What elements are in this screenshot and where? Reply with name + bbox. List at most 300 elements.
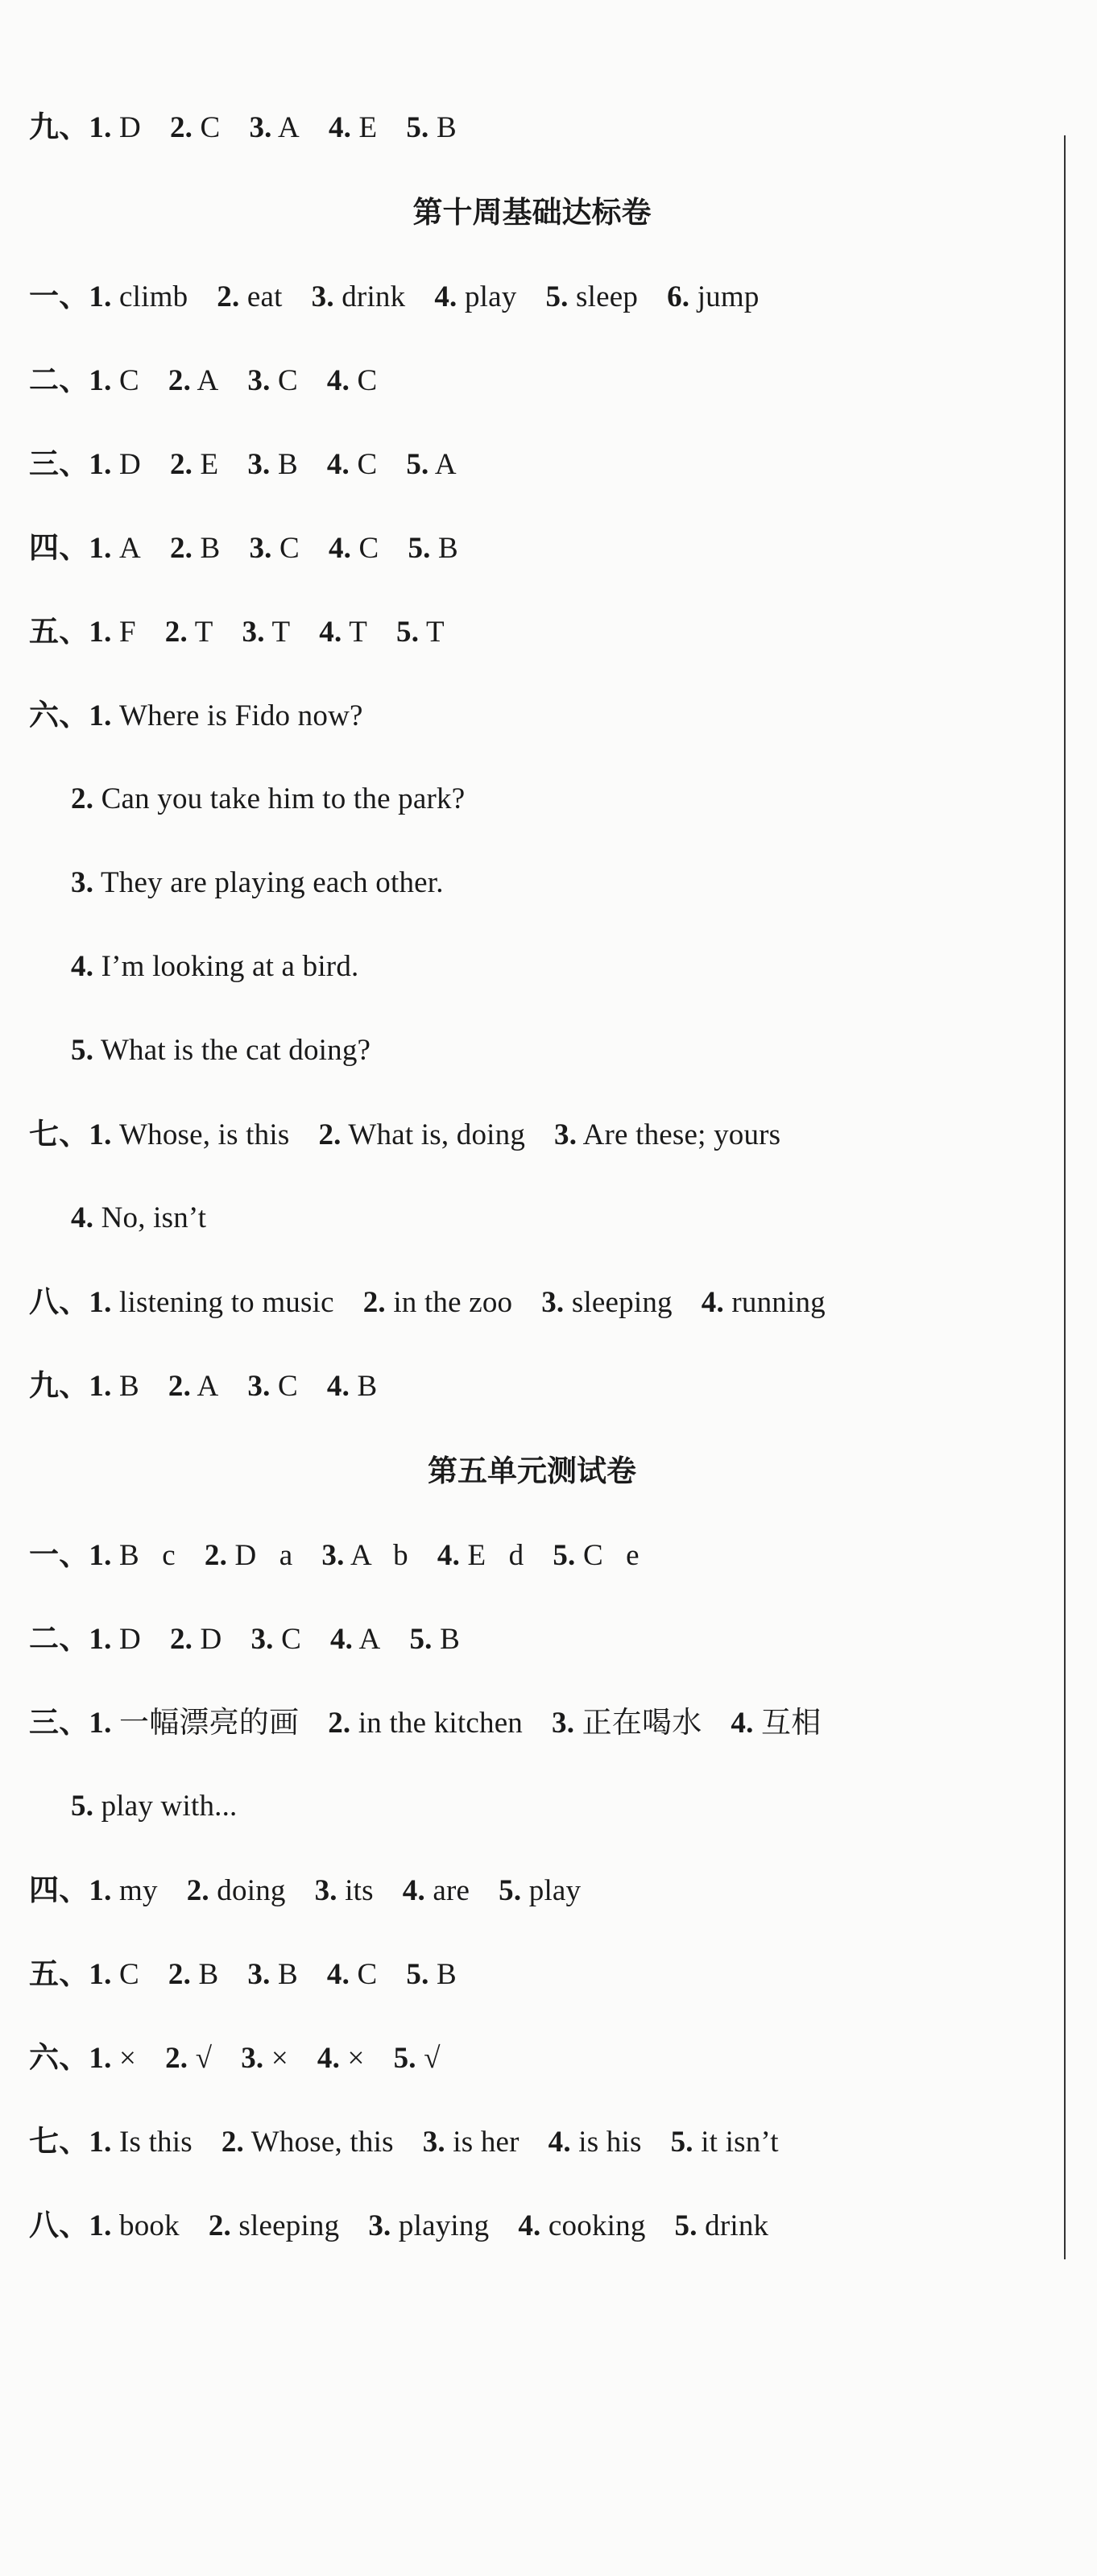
section-number: 五、 (29, 1956, 89, 1991)
answer-item (71, 866, 444, 899)
answer-item (89, 532, 141, 565)
item-answer: B (191, 1958, 219, 1991)
item-number: 4. (329, 1623, 354, 1656)
item-answer: drink (697, 2209, 769, 2242)
item-answer: A (428, 448, 457, 481)
item-number: 5. (408, 532, 431, 565)
item-number: 4. (434, 280, 457, 313)
answer-line (29, 1278, 826, 1326)
item-number: 2. (169, 448, 193, 481)
item-answer: play (521, 1874, 582, 1907)
answer-line (29, 103, 457, 151)
item-number: 2. (169, 111, 193, 144)
answer-item (731, 1707, 821, 1740)
item-number: 4. (326, 1370, 350, 1403)
answer-item (321, 1539, 408, 1572)
item-number: 5. (393, 2042, 416, 2075)
answer-item (170, 1623, 222, 1656)
answer-item (170, 448, 218, 481)
item-answer: drink (333, 280, 406, 313)
answer-line (71, 943, 358, 991)
item-number: 1. (89, 1958, 112, 1991)
item-answer: in the zoo (385, 1286, 513, 1319)
item-number: 3. (552, 1707, 575, 1740)
item-answer: C (111, 1958, 139, 1991)
section-number: 二、 (29, 363, 89, 397)
answer-item (327, 364, 378, 397)
answer-item (499, 1874, 581, 1907)
item-answer: A (353, 1623, 381, 1656)
answer-item (89, 616, 135, 649)
item-answer: eat (239, 280, 283, 313)
item-answer: D (111, 1623, 141, 1656)
item-answer: doing (209, 1874, 286, 1907)
item-number: 2. (169, 1623, 193, 1656)
answer-line (71, 775, 465, 823)
item-answer: √ (416, 2042, 441, 2075)
item-number: 1. (89, 1874, 112, 1907)
answer-item (409, 1623, 460, 1656)
item-answer: is his (570, 2126, 642, 2159)
item-answer: play with... (93, 1790, 238, 1823)
item-answer: running (723, 1286, 826, 1319)
item-answer: A (191, 364, 219, 397)
item-answer: Whose, this (244, 2126, 394, 2159)
item-number: 2. (71, 782, 94, 815)
answer-item (89, 2126, 192, 2159)
answer-item (249, 111, 300, 144)
item-answer: A (271, 111, 300, 144)
answer-line (29, 524, 458, 572)
item-number: 1. (89, 1623, 112, 1656)
item-answer: Can you take him to the park? (93, 782, 466, 815)
answer-item (71, 782, 465, 815)
answer-item (250, 1623, 301, 1656)
item-number: 1. (89, 1370, 112, 1403)
item-answer: A (191, 1370, 219, 1403)
answer-line (29, 1615, 460, 1663)
item-answer: B (430, 532, 458, 565)
item-number: 1. (89, 2126, 112, 2159)
answer-item (403, 1874, 470, 1907)
item-answer: B (270, 448, 298, 481)
item-number: 1. (89, 448, 112, 481)
item-number: 2. (318, 1118, 342, 1151)
item-answer: B (350, 1370, 378, 1403)
answer-item (89, 364, 139, 397)
item-answer: B (428, 111, 457, 144)
answer-item (168, 1958, 219, 1991)
item-answer: T (342, 616, 368, 649)
item-number: 3. (554, 1118, 577, 1151)
section-number: 八、 (29, 2208, 89, 2242)
item-answer: × (340, 2042, 365, 2075)
item-number: 4. (71, 1201, 94, 1234)
item-answer: C (270, 1370, 298, 1403)
answer-line (29, 2034, 441, 2082)
answer-item (247, 1958, 298, 1991)
answer-item (71, 1034, 370, 1067)
item-answer: D (192, 1623, 222, 1656)
answer-item (187, 1874, 286, 1907)
item-number: 3. (241, 2042, 264, 2075)
answer-item (548, 2126, 642, 2159)
section-number: 一、 (29, 279, 89, 313)
item-answer: C (350, 364, 378, 397)
item-answer: in the kitchen (350, 1707, 524, 1740)
item-number: 3. (311, 280, 334, 313)
answer-line (29, 356, 377, 404)
item-number: 5. (71, 1790, 94, 1823)
item-number: 3. (247, 448, 271, 481)
answer-item (89, 1707, 299, 1740)
item-number: 1. (89, 1118, 112, 1151)
answer-item (249, 532, 300, 565)
item-answer: cooking (540, 2209, 646, 2242)
item-number: 5. (396, 616, 420, 649)
item-answer: B (432, 1623, 460, 1656)
item-number: 2. (165, 2042, 188, 2075)
answer-line (29, 1110, 780, 1159)
answer-item (241, 2042, 288, 2075)
answer-item (553, 1539, 639, 1572)
section-number: 四、 (29, 1873, 89, 1907)
answer-item (319, 616, 367, 649)
answer-item (312, 280, 406, 313)
answer-item (671, 2126, 779, 2159)
item-number: 4. (437, 1539, 461, 1572)
item-answer: A b (344, 1539, 408, 1572)
answer-item (327, 1370, 378, 1403)
item-answer: Where is Fido now? (111, 699, 363, 732)
item-number: 3. (422, 2126, 445, 2159)
item-answer: C (351, 532, 379, 565)
item-answer: C (350, 1958, 378, 1991)
answer-line (71, 1194, 206, 1242)
item-number: 3. (321, 1539, 345, 1572)
item-number: 1. (89, 280, 112, 313)
item-number: 4. (326, 448, 350, 481)
item-number: 5. (71, 1034, 94, 1067)
item-number: 5. (545, 280, 569, 313)
answer-item (71, 950, 358, 983)
item-answer: sleeping (230, 2209, 340, 2242)
item-answer: What is the cat doing? (93, 1034, 371, 1067)
answer-item (394, 2042, 441, 2075)
item-number: 2. (169, 532, 193, 565)
section-heading: 第五单元测试卷 (428, 1454, 636, 1488)
item-answer: √ (188, 2042, 213, 2075)
item-answer: D (111, 111, 141, 144)
item-number: 2. (208, 2209, 231, 2242)
item-answer: D a (227, 1539, 293, 1572)
item-answer: B (111, 1370, 139, 1403)
item-number: 6. (667, 280, 690, 313)
answer-item (363, 1286, 513, 1319)
item-answer: B (192, 532, 221, 565)
answer-item (247, 448, 298, 481)
answer-item (327, 448, 378, 481)
answer-item (89, 280, 188, 313)
item-answer: × (111, 2042, 137, 2075)
item-number: 3. (314, 1874, 337, 1907)
section-number: 六、 (29, 2040, 89, 2075)
item-number: 3. (250, 1623, 274, 1656)
item-number: 2. (186, 1874, 209, 1907)
item-number: 2. (164, 616, 188, 649)
item-answer: C (271, 532, 300, 565)
item-answer: T (419, 616, 445, 649)
item-number: 1. (89, 364, 112, 397)
item-number: 3. (242, 616, 265, 649)
item-number: 4. (402, 1874, 425, 1907)
item-answer: are (424, 1874, 470, 1907)
item-answer: its (337, 1874, 374, 1907)
item-number: 4. (328, 532, 352, 565)
answer-item (545, 280, 638, 313)
answer-item (221, 2126, 394, 2159)
item-number: 4. (731, 1707, 754, 1740)
answer-item (89, 2042, 136, 2075)
item-answer: sleep (568, 280, 639, 313)
answer-item (217, 280, 282, 313)
item-number: 3. (249, 532, 272, 565)
answer-item (396, 616, 445, 649)
answer-line (29, 691, 363, 740)
item-number: 3. (249, 111, 272, 144)
item-number: 4. (518, 2209, 541, 2242)
section-number: 三、 (29, 446, 89, 481)
answer-item (406, 1958, 457, 1991)
item-number: 4. (548, 2126, 571, 2159)
answer-item (329, 111, 377, 144)
item-answer: 正在喝水 (574, 1707, 702, 1740)
item-answer: They are playing each other. (93, 866, 444, 899)
item-answer: Whose, is this (111, 1118, 290, 1151)
item-answer: F (111, 616, 136, 649)
item-answer: play (457, 280, 517, 313)
item-answer: × (263, 2042, 288, 2075)
item-number: 3. (71, 866, 94, 899)
item-number: 5. (406, 448, 429, 481)
item-answer: B (428, 1958, 457, 1991)
item-number: 2. (204, 1539, 228, 1572)
answer-item (89, 448, 141, 481)
answer-item (328, 1707, 523, 1740)
answer-item (315, 1874, 374, 1907)
item-answer: Is this (111, 2126, 192, 2159)
section-number: 四、 (29, 530, 89, 565)
answer-item (170, 532, 221, 565)
item-answer: it isn’t (693, 2126, 779, 2159)
answer-item (247, 1370, 298, 1403)
answer-item (170, 111, 221, 144)
item-number: 4. (319, 616, 342, 649)
answer-item (434, 280, 516, 313)
item-answer: book (111, 2209, 180, 2242)
item-number: 3. (368, 2209, 391, 2242)
item-number: 3. (247, 1958, 271, 1991)
section-number: 一、 (29, 1537, 89, 1572)
answer-item (165, 616, 213, 649)
answer-item (209, 2209, 340, 2242)
item-number: 1. (89, 1539, 112, 1572)
item-number: 2. (221, 2126, 244, 2159)
section-number: 八、 (29, 1284, 89, 1319)
answer-item (327, 1958, 378, 1991)
section-number: 九、 (29, 1368, 89, 1403)
answer-item (89, 1370, 139, 1403)
item-number: 1. (89, 532, 112, 565)
section-number: 七、 (29, 2124, 89, 2159)
item-answer: C (111, 364, 139, 397)
item-answer: playing (391, 2209, 490, 2242)
item-number: 1. (89, 1286, 112, 1319)
item-answer: E (351, 111, 378, 144)
answer-line (29, 272, 760, 321)
answer-line (29, 608, 445, 656)
item-answer: 互相 (753, 1707, 822, 1740)
item-answer: E (192, 448, 219, 481)
answer-item (675, 2209, 769, 2242)
item-number: 2. (168, 1958, 192, 1991)
item-number: 4. (328, 111, 352, 144)
item-answer: 一幅漂亮的画 (111, 1707, 300, 1740)
answer-item (552, 1707, 702, 1740)
answer-item (518, 2209, 645, 2242)
item-number: 5. (406, 1958, 429, 1991)
answer-item (242, 616, 291, 649)
item-answer: Are these; yours (577, 1118, 781, 1151)
section-number: 六、 (29, 698, 89, 732)
item-answer: my (111, 1874, 158, 1907)
section-number: 三、 (29, 1705, 89, 1740)
answer-item (89, 111, 141, 144)
answer-line (29, 440, 457, 488)
answer-item (437, 1539, 524, 1572)
answer-line (29, 2118, 779, 2166)
item-number: 5. (674, 2209, 698, 2242)
item-answer: climb (111, 280, 188, 313)
answer-item (541, 1286, 673, 1319)
item-answer: sleeping (564, 1286, 673, 1319)
answer-item (554, 1118, 780, 1151)
answer-line (29, 1950, 457, 1998)
answer-line (71, 1782, 238, 1831)
item-number: 1. (89, 2042, 112, 2075)
answer-item (89, 699, 362, 732)
item-number: 5. (553, 1539, 576, 1572)
item-number: 1. (89, 1707, 112, 1740)
item-number: 4. (317, 2042, 341, 2075)
item-number: 2. (362, 1286, 386, 1319)
item-answer: C (270, 364, 298, 397)
answer-item (89, 1958, 139, 1991)
item-number: 4. (326, 1958, 350, 1991)
answer-item (329, 532, 379, 565)
item-answer: What is, doing (341, 1118, 526, 1151)
answer-line (71, 859, 444, 907)
answer-line (29, 1362, 377, 1410)
item-number: 3. (247, 1370, 271, 1403)
margin-rule (1064, 135, 1066, 2259)
item-number: 2. (168, 1370, 192, 1403)
answer-line (29, 1531, 640, 1579)
answer-item (89, 1286, 333, 1319)
item-answer: C (192, 111, 221, 144)
answer-item (667, 280, 759, 313)
answer-item (317, 2042, 365, 2075)
answer-item (205, 1539, 293, 1572)
answer-item (168, 1370, 219, 1403)
item-number: 1. (89, 616, 112, 649)
item-number: 3. (541, 1286, 565, 1319)
answer-item (71, 1201, 206, 1234)
item-number: 5. (499, 1874, 522, 1907)
item-answer: listening to music (111, 1286, 334, 1319)
answer-item (89, 1118, 289, 1151)
answer-line (29, 2201, 768, 2250)
item-answer: D (111, 448, 141, 481)
answer-item (71, 1790, 238, 1823)
item-answer: B (270, 1958, 298, 1991)
item-number: 2. (168, 364, 192, 397)
answer-item (318, 1118, 525, 1151)
answer-item (89, 1539, 175, 1572)
item-answer: B c (111, 1539, 176, 1572)
item-number: 2. (217, 280, 240, 313)
item-answer: is her (445, 2126, 520, 2159)
answer-item (89, 2209, 179, 2242)
answer-line (29, 1699, 821, 1747)
item-answer: C (273, 1623, 301, 1656)
item-number: 5. (406, 111, 429, 144)
item-answer: jump (689, 280, 760, 313)
answer-item (165, 2042, 212, 2075)
item-number: 1. (89, 699, 112, 732)
answer-item (247, 364, 298, 397)
item-answer: T (187, 616, 213, 649)
item-number: 2. (328, 1707, 351, 1740)
item-number: 4. (71, 950, 94, 983)
answer-item (406, 111, 457, 144)
section-number: 五、 (29, 614, 89, 649)
answer-item (423, 2126, 520, 2159)
answer-item (89, 1874, 157, 1907)
item-number: 4. (701, 1286, 724, 1319)
item-answer: C e (575, 1539, 640, 1572)
item-number: 5. (409, 1623, 433, 1656)
item-number: 4. (326, 364, 350, 397)
item-answer: E d (460, 1539, 524, 1572)
item-answer: T (264, 616, 291, 649)
section-number: 九、 (29, 110, 89, 144)
answer-item (330, 1623, 381, 1656)
answer-item (168, 364, 219, 397)
item-number: 1. (89, 2209, 112, 2242)
item-answer: No, isn’t (93, 1201, 207, 1234)
item-answer: C (350, 448, 378, 481)
section-number: 二、 (29, 1621, 89, 1656)
answer-item (89, 1623, 141, 1656)
item-number: 3. (247, 364, 271, 397)
item-answer: A (111, 532, 141, 565)
answer-item (368, 2209, 489, 2242)
item-number: 1. (89, 111, 112, 144)
section-number: 七、 (29, 1117, 89, 1151)
item-answer: I’m looking at a bird. (93, 950, 359, 983)
answer-item (408, 532, 458, 565)
